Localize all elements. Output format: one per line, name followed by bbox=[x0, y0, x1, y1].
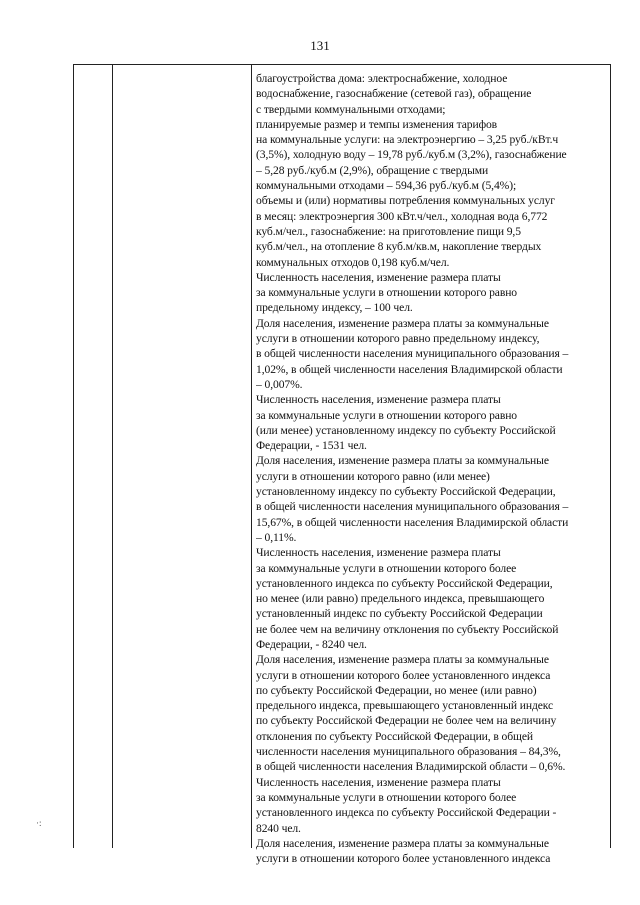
text-line: объемы и (или) нормативы потребления коммунальных услуг bbox=[256, 194, 555, 208]
text-line: не более чем на величину отклонения по субъекту Российской bbox=[256, 622, 559, 636]
text-line: но менее (или равно) предельного индекса, превышающего bbox=[256, 592, 545, 606]
text-line: Доля населения, изменение размера платы за коммунальные bbox=[256, 454, 549, 468]
text-line: Численность населения, изменение размера платы bbox=[256, 270, 501, 284]
text-line: в общей численности населения Владимирской области – 0,6%. bbox=[256, 760, 566, 774]
text-line: куб.м/чел., газоснабжение: на приготовление пищи 9,5 bbox=[256, 224, 521, 238]
text-line: в месяц: электроэнергия 300 кВт.ч/чел., холодная вода 6,772 bbox=[256, 209, 548, 223]
text-line: предельному индексу, – 100 чел. bbox=[256, 301, 413, 315]
text-line: Численность населения, изменение размера платы bbox=[256, 775, 501, 789]
text-line: за коммунальные услуги в отношении которого более bbox=[256, 561, 517, 575]
text-line: за коммунальные услуги в отношении которого равно bbox=[256, 408, 518, 422]
column-divider-2 bbox=[251, 65, 252, 848]
text-line: (или менее) установленному индексу по субъекту Российской bbox=[256, 423, 556, 437]
page-number: 131 bbox=[310, 38, 330, 53]
text-line: (3,5%), холодную воду – 19,78 руб./куб.м (3,2%), газоснабжение bbox=[256, 148, 567, 162]
text-line: коммунальными отходами – 594,36 руб./куб.м (5,4%); bbox=[256, 179, 517, 193]
text-line: 15,67%, в общей численности населения Владимирской области bbox=[256, 515, 569, 529]
text-line: Федерации, - 8240 чел. bbox=[256, 637, 367, 651]
text-line: в общей численности населения муниципального образования – bbox=[256, 500, 569, 514]
text-line: установленный индекс по субъекту Российской Федерации bbox=[256, 607, 543, 621]
text-line: за коммунальные услуги в отношении которого равно bbox=[256, 286, 518, 300]
text-line: Численность населения, изменение размера платы bbox=[256, 546, 501, 560]
text-line: услуги в отношении которого более установленного индекса bbox=[256, 852, 551, 866]
text-line: услуги в отношении которого более установленного индекса bbox=[256, 668, 551, 682]
document-table bbox=[73, 64, 611, 866]
text-line: на коммунальные услуги: на электроэнергию – 3,25 руб./кВт.ч bbox=[256, 133, 559, 147]
text-line: услуги в отношении которого равно (или менее) bbox=[256, 469, 490, 483]
column-divider-1 bbox=[112, 65, 113, 848]
text-line: Доля населения, изменение размера платы за коммунальные bbox=[256, 653, 549, 667]
text-line: коммунальных отходов 0,198 куб.м/чел. bbox=[256, 255, 450, 269]
scan-mark: ·: bbox=[36, 818, 42, 828]
text-line: установленному индексу по субъекту Российской Федерации, bbox=[256, 485, 556, 499]
text-line: по субъекту Российской Федерации, но менее (или равно) bbox=[256, 683, 537, 697]
text-line: предельного индекса, превышающего установленный индекс bbox=[256, 699, 554, 713]
text-line: куб.м/чел., на отопление 8 куб.м/кв.м, накопление твердых bbox=[256, 240, 542, 254]
text-line: установленного индекса по субъекту Российской Федерации, bbox=[256, 576, 553, 590]
text-line: по субъекту Российской Федерации не более чем на величину bbox=[256, 714, 557, 728]
text-line: 1,02%, в общей численности населения Владимирской области bbox=[256, 362, 563, 376]
text-line: – 0,007%. bbox=[256, 377, 303, 391]
text-line: Доля населения, изменение размера платы за коммунальные bbox=[256, 316, 549, 330]
text-line: Федерации, - 1531 чел. bbox=[256, 439, 367, 453]
text-line: водоснабжение, газоснабжение (сетевой газ), обращение bbox=[256, 87, 532, 101]
text-line: благоустройства дома: электроснабжение, холодное bbox=[256, 72, 508, 85]
text-line: численности населения муниципального образования – 84,3%, bbox=[256, 745, 561, 759]
text-line: Доля населения, изменение размера платы за коммунальные bbox=[256, 836, 549, 850]
text-line: 8240 чел. bbox=[256, 821, 301, 835]
text-line: Численность населения, изменение размера платы bbox=[256, 393, 501, 407]
text-line: услуги в отношении которого равно предельному индексу, bbox=[256, 332, 540, 346]
text-line: за коммунальные услуги в отношении которого более bbox=[256, 790, 517, 804]
text-line: с твердыми коммунальными отходами; bbox=[256, 102, 446, 116]
text-line: отклонения по субъекту Российской Федерации, в общей bbox=[256, 729, 534, 743]
text-line: – 0,11%. bbox=[256, 530, 297, 544]
text-line: установленного индекса по субъекту Российской Федерации - bbox=[256, 806, 557, 820]
text-line: в общей численности населения муниципального образования – bbox=[256, 347, 569, 361]
table-cell-text bbox=[256, 71, 602, 866]
text-line: – 5,28 руб./куб.м (2,9%), обращение с твердыми bbox=[256, 163, 489, 177]
text-line: планируемые размер и темпы изменения тарифов bbox=[256, 117, 498, 131]
